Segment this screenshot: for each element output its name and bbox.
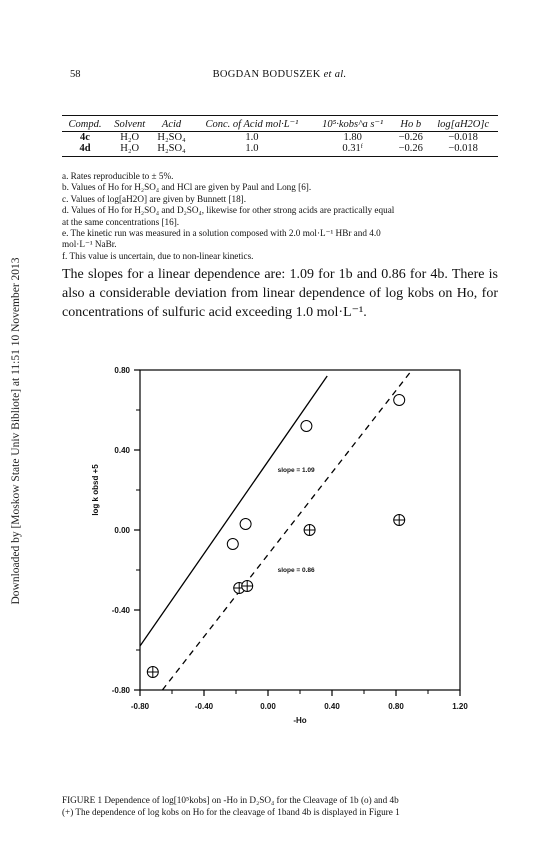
x-tick-label: 0.40 — [324, 702, 340, 711]
footnote-b: b. Values of Ho for H₂SO₄ and HCl are given by Paul and Long [6]. — [62, 182, 312, 193]
y-tick-label: -0.40 — [111, 606, 130, 615]
x-axis-label: -Ho — [293, 716, 307, 725]
body-paragraph: The slopes for a linear dependence are: 1.09 for 1b and 0.86 for 4b. There is also a considerable deviation from linear dependence of log kobs on Ho, for concentrations of sulfuric acid exceeding 1.0 mol·L⁻¹. — [62, 267, 498, 320]
table-header-logaw: log[aH2O]c — [428, 116, 498, 132]
y-tick-label: 0.80 — [114, 366, 130, 375]
data-point-circle — [227, 539, 238, 550]
footnote-f: f. This value is uncertain, due to non-linear kinetics. — [62, 250, 254, 261]
y-tick-label: 0.00 — [114, 526, 130, 535]
table-header-ho: Ho b — [393, 116, 428, 132]
download-watermark: Downloaded by [Moskow State Univ Bibliote] at 11:51 10 November 2013 — [10, 257, 22, 605]
y-tick-label: 0.40 — [114, 446, 130, 455]
table-cell: 1.80 — [343, 132, 362, 143]
x-tick-label: 0.00 — [260, 702, 276, 711]
y-tick-label: -0.80 — [111, 686, 130, 695]
plot-frame — [140, 370, 460, 690]
table-header-compd: Compd. — [62, 116, 108, 132]
footnote-e: e. The kinetic run was measured in a solution composed with 2.0 mol·L⁻¹ HBr and 4.0 — [62, 228, 381, 239]
data-point-circle — [394, 395, 405, 406]
table-cell: H₂O — [120, 132, 140, 143]
table-cell: −0.26 — [393, 143, 428, 157]
table-cell: H₂O — [108, 143, 151, 157]
table-header-kobs: 10⁵·kobs^a s⁻¹ — [312, 116, 393, 132]
caption-line-2: (+) The dependence of log kobs on Ho for the cleavage of 1band 4b is displayed in Figure 1 — [62, 807, 400, 817]
footnote-e-cont: mol·L⁻¹ NaBr. — [62, 239, 117, 250]
table-header-acid: Acid — [151, 116, 191, 132]
running-head-etal: et al. — [323, 69, 347, 80]
table-cell: 4c — [80, 132, 90, 143]
running-head-author: BOGDAN BODUSZEK — [212, 69, 321, 80]
table-cell: −0.018 — [448, 132, 478, 143]
fit-line-dashed — [162, 370, 412, 690]
x-tick-label: 1.20 — [452, 702, 468, 711]
x-tick-label: -0.80 — [130, 702, 150, 711]
caption-line-1: FIGURE 1 Dependence of log[10⁵kobs] on -Ho in D₂SO₄ for the Cleavage of 1b (o) and 4b — [62, 795, 399, 805]
y-axis-label: log k obsd +5 — [91, 464, 100, 516]
table-cell: −0.26 — [398, 132, 423, 143]
footnote-d: d. Values of Ho for H₂SO₄ and D₂SO₄, likewise for other strong acids are practically equal — [62, 205, 395, 216]
fit-line-solid — [140, 376, 327, 646]
data-point-circle — [301, 421, 312, 432]
table-header-conc: Conc. of Acid mol·L⁻¹ — [192, 116, 312, 132]
footnote-d-cont: at the same concentrations [16]. — [62, 216, 180, 227]
page-number: 58 — [70, 69, 81, 80]
table-cell: 4d — [62, 143, 108, 157]
table-cell: 1.0 — [192, 143, 312, 157]
footnote-a: a. Rates reproducible to ± 5%. — [62, 171, 174, 181]
table-header-solvent: Solvent — [108, 116, 151, 132]
table-cell: 1.0 — [245, 132, 259, 143]
table-cell: H₂SO₄ — [157, 132, 186, 143]
data-point-circle — [240, 519, 251, 530]
x-tick-label: -0.40 — [194, 702, 214, 711]
slope-annotation: slope = 0.86 — [277, 567, 315, 574]
table-cell: −0.018 — [428, 143, 498, 157]
x-tick-label: 0.80 — [388, 702, 404, 711]
slope-annotation: slope = 1.09 — [277, 467, 315, 474]
table-cell: 0.31ᶠ — [312, 143, 393, 157]
figure-caption — [62, 794, 502, 818]
footnote-c: c. Values of log[aH2O] are given by Bunnett [18]. — [62, 193, 247, 204]
table-cell: H₂SO₄ — [151, 143, 191, 157]
